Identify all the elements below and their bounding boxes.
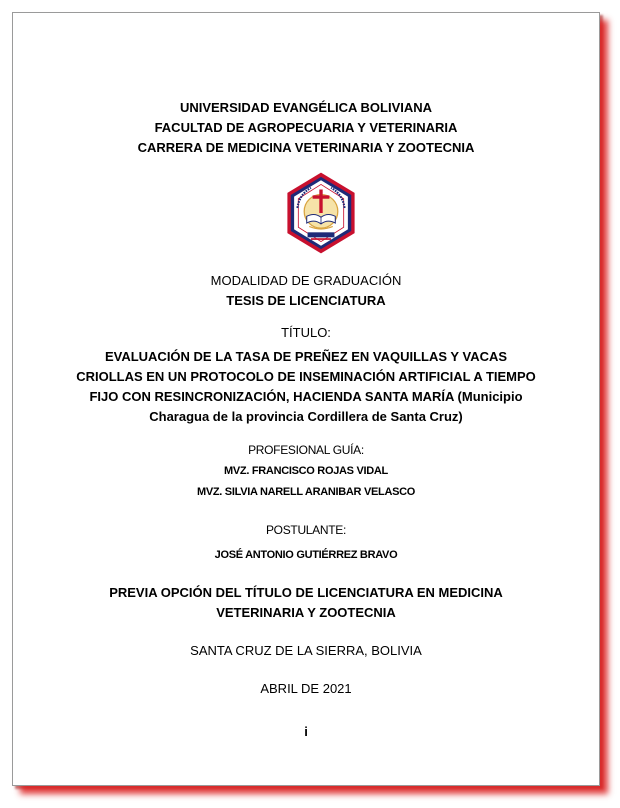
faculty-name: FACULTAD DE AGROPECUARIA Y VETERINARIA [154, 120, 458, 135]
page-number: i [304, 724, 308, 739]
document-page [12, 12, 600, 786]
thesis-title-line-2: CRIOLLAS EN UN PROTOCOLO DE INSEMINACIÓN ARTIFICIAL A TIEMPO [76, 369, 536, 384]
modality-type: TESIS DE LICENCIATURA [226, 293, 386, 308]
thesis-title-line-3: FIJO CON RESINCRONIZACIÓN, HACIENDA SANTA MARÍA (Municipio [89, 389, 523, 404]
applicant-label: POSTULANTE: [265, 523, 347, 537]
guide-name-2: MVZ. SILVIA NARELL ARANIBAR VELASCO [196, 486, 416, 498]
university-name: UNIVERSIDAD EVANGÉLICA BOLIVIANA [179, 100, 433, 115]
modality-label: MODALIDAD DE GRADUACIÓN [210, 273, 402, 288]
career-name: CARRERA DE MEDICINA VETERINARIA Y ZOOTECNIA [137, 140, 475, 155]
thesis-title-line-4: Charagua de la provincia Cordillera de Santa Cruz) [149, 409, 463, 424]
date: ABRIL DE 2021 [260, 681, 352, 696]
thesis-title-line-1: EVALUACIÓN DE LA TASA DE PREÑEZ EN VAQUILLAS Y VACAS [104, 349, 508, 364]
guide-name-1: MVZ. FRANCISCO ROJAS VIDAL [224, 465, 388, 477]
title-label: TÍTULO: [281, 325, 331, 340]
university-seal-icon [279, 171, 363, 255]
degree-line-1: PREVIA OPCIÓN DEL TÍTULO DE LICENCIATURA EN MEDICINA [109, 585, 503, 600]
guide-label: PROFESIONAL GUÍA: [248, 443, 364, 457]
place: SANTA CRUZ DE LA SIERRA, BOLIVIA [190, 643, 422, 658]
applicant-name: JOSÉ ANTONIO GUTIÉRREZ BRAVO [214, 549, 398, 561]
degree-line-2: VETERINARIA Y ZOOTECNIA [216, 605, 396, 620]
